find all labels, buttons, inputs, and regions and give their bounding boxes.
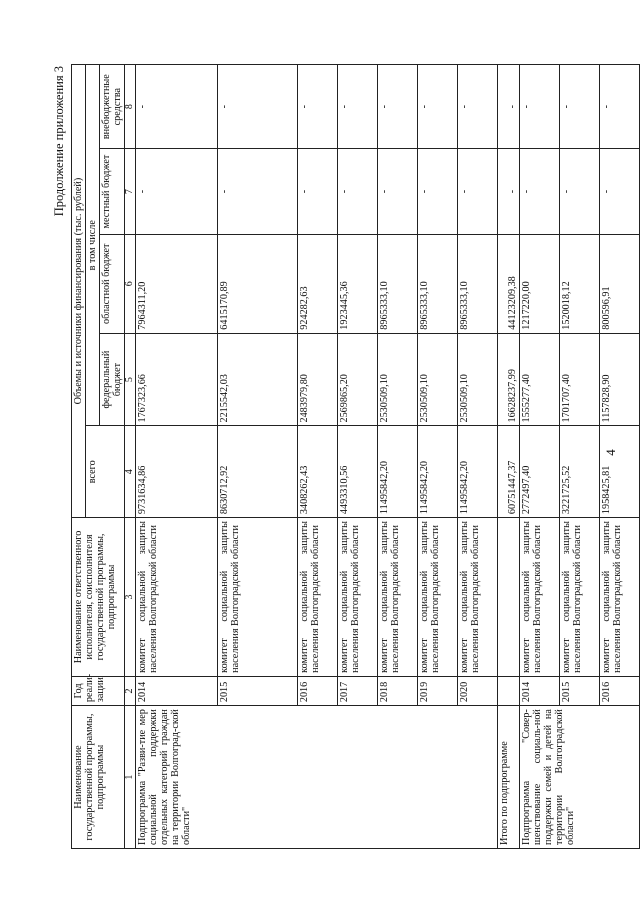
executor-cell: комитет социальной защиты населения Волгоградской области xyxy=(218,518,298,677)
subtotal-row xyxy=(498,65,520,849)
total-cell: 2772497,40 xyxy=(520,426,560,518)
year-cell: 2018 xyxy=(378,676,418,705)
continuation-note: Продолжение приложения 3 xyxy=(52,66,66,217)
federal-cell: 2530509,10 xyxy=(458,333,498,426)
year-cell: 2014 xyxy=(136,676,218,705)
column-index: 5 xyxy=(125,333,136,426)
extra-cell: - xyxy=(218,65,298,149)
local-cell: - xyxy=(298,149,338,234)
executor-cell: комитет социальной защиты населения Волгоградской области xyxy=(600,518,640,677)
extra-cell: - xyxy=(498,65,520,149)
total-cell: 9731634,86 xyxy=(136,426,218,518)
executor-cell: комитет социальной защиты населения Волгоградской области xyxy=(520,518,560,677)
year-cell: 2014 xyxy=(520,676,560,705)
regional-cell: 6415170,89 xyxy=(218,234,298,333)
header-total: всего xyxy=(86,426,125,518)
total-cell: 60751447,37 xyxy=(498,426,520,518)
header-program: Наименование государственной программы, подпрограммы xyxy=(72,706,125,849)
local-cell: - xyxy=(520,149,560,234)
executor-cell: комитет социальной защиты населения Волгоградской области xyxy=(418,518,458,677)
total-cell: 4493310,56 xyxy=(338,426,378,518)
local-cell: - xyxy=(136,149,218,234)
year-cell: 2020 xyxy=(458,676,498,705)
local-cell: - xyxy=(418,149,458,234)
regional-cell: 1520018,12 xyxy=(560,234,600,333)
extra-cell: - xyxy=(298,65,338,149)
federal-cell: 1157828,90 xyxy=(600,333,640,426)
table-row xyxy=(136,65,218,849)
local-cell: - xyxy=(378,149,418,234)
year-cell: 2016 xyxy=(298,676,338,705)
federal-cell: 2569865,20 xyxy=(338,333,378,426)
header-executor: Наименование ответственного исполнителя, соисполнителя государственной программы, подпрограммы xyxy=(72,518,125,677)
local-cell: - xyxy=(560,149,600,234)
header-volumes: Объемы и источники финансирования (тыс. рублей) xyxy=(72,65,86,518)
federal-cell: 2215542,03 xyxy=(218,333,298,426)
financing-table xyxy=(71,64,640,849)
executor-cell: комитет социальной защиты населения Волгоградской области xyxy=(298,518,338,677)
header-regional: областной бюджет xyxy=(100,234,125,333)
regional-cell: 8965333,10 xyxy=(458,234,498,333)
header-year: Год реали-зации xyxy=(72,676,125,705)
column-index-row xyxy=(125,65,136,849)
regional-cell: 1923445,36 xyxy=(338,234,378,333)
total-cell: 11495842,20 xyxy=(378,426,418,518)
subtotal-label: Итого по подпрограмме xyxy=(498,706,520,849)
regional-cell: 8965333,10 xyxy=(378,234,418,333)
total-cell: 3408262,43 xyxy=(298,426,338,518)
executor-cell: комитет социальной защиты населения Волгоградской области xyxy=(458,518,498,677)
year-cell: 2019 xyxy=(418,676,458,705)
extra-cell: - xyxy=(338,65,378,149)
federal-cell: 2483979,80 xyxy=(298,333,338,426)
column-index: 7 xyxy=(125,149,136,234)
local-cell: - xyxy=(338,149,378,234)
column-index: 8 xyxy=(125,65,136,149)
header-local: местный бюджет xyxy=(100,149,125,234)
total-cell: 11495842,20 xyxy=(458,426,498,518)
year-cell: 2017 xyxy=(338,676,378,705)
extra-cell: - xyxy=(560,65,600,149)
federal-cell: 1767323,66 xyxy=(136,333,218,426)
year-cell: 2015 xyxy=(218,676,298,705)
executor-cell: комитет социальной защиты населения Волгоградской области xyxy=(136,518,218,677)
extra-cell: - xyxy=(458,65,498,149)
executor-cell: комитет социальной защиты населения Волгоградской области xyxy=(338,518,378,677)
extra-cell: - xyxy=(600,65,640,149)
year-cell: 2016 xyxy=(600,676,640,705)
local-cell: - xyxy=(218,149,298,234)
local-cell: - xyxy=(458,149,498,234)
header-federal: федеральный бюджет xyxy=(100,333,125,426)
regional-cell: 1217220,00 xyxy=(520,234,560,333)
regional-cell: 8965333,10 xyxy=(418,234,458,333)
federal-cell: 16628237,99 xyxy=(498,333,520,426)
total-cell: 8630712,92 xyxy=(218,426,298,518)
extra-cell: - xyxy=(418,65,458,149)
regional-cell: 800596,91 xyxy=(600,234,640,333)
federal-cell: 2530509,10 xyxy=(378,333,418,426)
header-including: в том числе xyxy=(86,65,100,427)
year-cell: 2015 xyxy=(560,676,600,705)
local-cell: - xyxy=(600,149,640,234)
total-cell: 11495842,20 xyxy=(418,426,458,518)
column-index: 6 xyxy=(125,234,136,333)
subprogram-1-name: Подпрограмма "Разви-тие мер социальной поддержки отдельных категорий граждан на территории Волгоград-ской области" xyxy=(136,706,498,849)
total-cell: 3221725,52 xyxy=(560,426,600,518)
extra-cell: - xyxy=(378,65,418,149)
regional-cell: 7964311,20 xyxy=(136,234,218,333)
local-cell: - xyxy=(498,149,520,234)
column-index: 2 xyxy=(125,676,136,705)
column-index: 3 xyxy=(125,518,136,677)
extra-cell: - xyxy=(136,65,218,149)
total-cell: 1958425,81 xyxy=(600,426,640,518)
header-extra: внебюджетные средства xyxy=(100,65,125,149)
page-number: 4 xyxy=(603,449,618,456)
federal-cell: 1701707,40 xyxy=(560,333,600,426)
column-index: 1 xyxy=(125,706,136,849)
table-row xyxy=(520,65,560,849)
federal-cell: 2530509,10 xyxy=(418,333,458,426)
executor-cell: комитет социальной защиты населения Волгоградской области xyxy=(378,518,418,677)
column-index: 4 xyxy=(125,426,136,518)
regional-cell: 44123209,38 xyxy=(498,234,520,333)
federal-cell: 1555277,40 xyxy=(520,333,560,426)
executor-cell: комитет социальной защиты населения Волгоградской области xyxy=(560,518,600,677)
regional-cell: 924282,63 xyxy=(298,234,338,333)
extra-cell: - xyxy=(520,65,560,149)
subprogram-2-name: Подпрограмма "Совер-шенствование социаль-ной поддержки семей и детей на территории Волгоградской области" xyxy=(520,706,640,849)
